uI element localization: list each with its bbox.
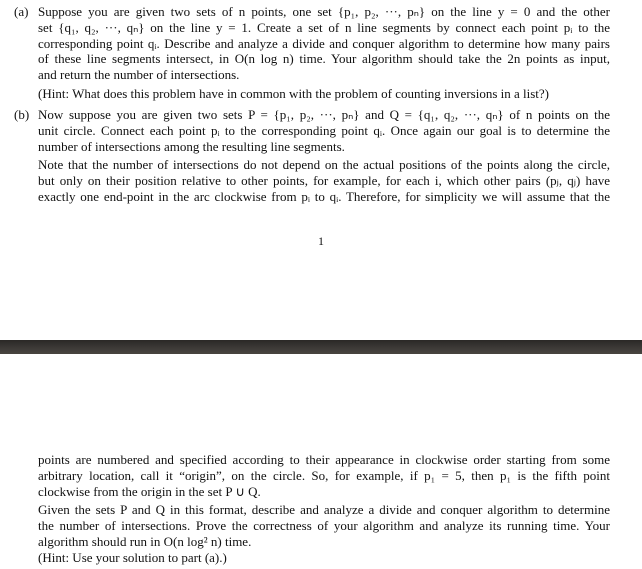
- text-line: of these line segments intersect, in O(n log n) time. Your algorithm should take the 2n points as input,: [38, 51, 610, 66]
- text-line: clockwise from the origin in the set P ∪ Q.: [38, 484, 261, 499]
- page-number: 1: [318, 234, 324, 248]
- page-separator: [0, 340, 642, 354]
- text-line: arbitrary location, call it “origin”, on the circle. So, for example, if p₁ = 5, then p₁ is the fifth point: [38, 468, 610, 483]
- text-line: and return the number of intersections.: [38, 67, 240, 82]
- text-line: Suppose you are given two sets of n points, one set {p₁, p₂, ···, pₙ} on the line y = 0 and the other: [38, 4, 610, 19]
- text-line: the number of intersections. Prove the correctness of your algorithm and analyze its running time. Your: [38, 518, 610, 533]
- hint-b: (Hint: Use your solution to part (a).): [38, 550, 227, 565]
- hint-a: (Hint: What does this problem have in common with the problem of counting inversions in a list?): [38, 86, 550, 101]
- text-line: Given the sets P and Q in this format, describe and analyze a divide and conquer algorithm to determine: [38, 502, 610, 517]
- text-line: unit circle. Connect each point pᵢ to the corresponding point qᵢ. Once again our goal is to determine the: [38, 123, 610, 138]
- part-a-label: (a): [14, 4, 29, 19]
- part-b-label: (b): [14, 107, 30, 122]
- text-line: exactly one end-point in the arc clockwise from pᵢ to qᵢ. Therefore, for simplicity we will assume that the: [38, 189, 610, 204]
- text-line: points are numbered and specified according to their appearance in clockwise order starting from some: [38, 452, 610, 467]
- text-line: set {q₁, q₂, ···, qₙ} on the line y = 1. Create a set of n line segments by connect each point pᵢ to the: [38, 20, 610, 35]
- text-line: corresponding point qᵢ. Describe and analyze a divide and conquer algorithm to determine how many pairs: [38, 36, 610, 51]
- text-line: Note that the number of intersections do not depend on the actual positions of the points along the circle,: [38, 157, 610, 172]
- text-line: Now suppose you are given two sets P = {p₁, p₂, ···, pₙ} and Q = {q₁, q₂, ···, qₙ} of n points on the: [38, 107, 610, 122]
- text-line: algorithm should run in O(n log² n) time.: [38, 534, 252, 549]
- text-line: but only on their position relative to other points, for example, for each i, which other pairs (pⱼ, qⱼ) have: [38, 173, 610, 188]
- text-line: number of intersections among the resulting line segments.: [38, 139, 345, 154]
